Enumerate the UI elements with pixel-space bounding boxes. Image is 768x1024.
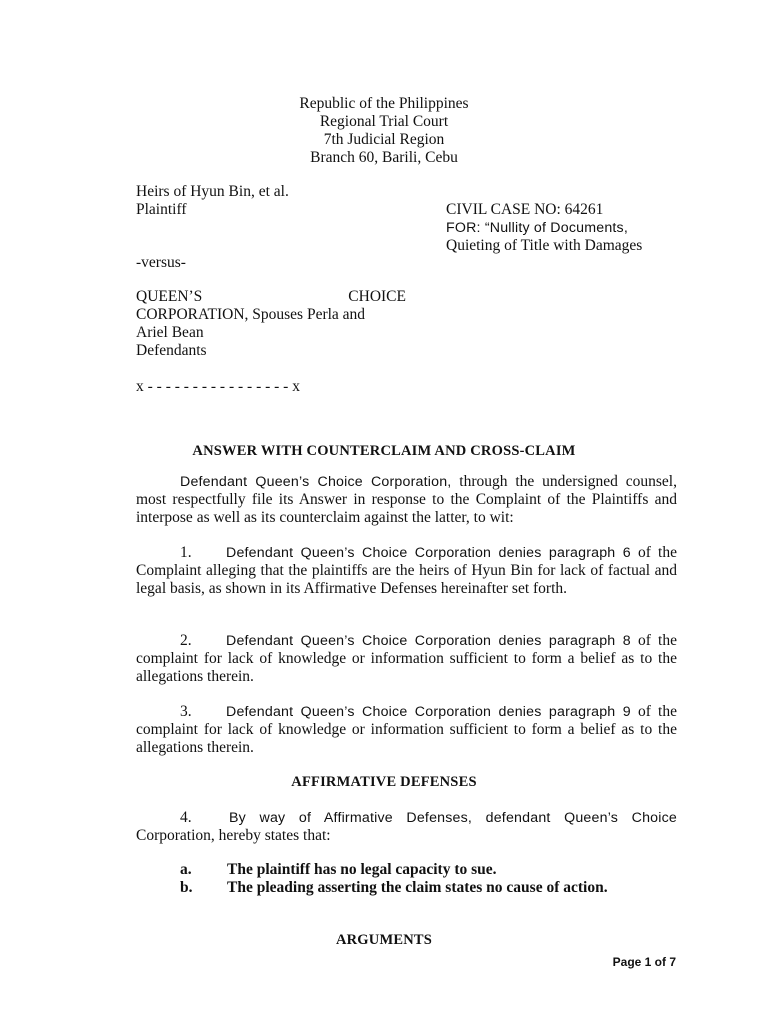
defendants-line1-b: CHOICE [348, 288, 406, 305]
intro-paragraph [136, 473, 677, 527]
list-item [180, 861, 608, 879]
defendants-line1-a: QUEEN’S [136, 288, 203, 305]
paragraph-4-number: 4. [180, 809, 192, 826]
paragraph-4-lead: By way of Affirmative Defenses, defendant Queen’s Choice [229, 810, 677, 826]
case-for-line1: FOR: “Nullity of Documents, [446, 220, 628, 236]
versus-label: -versus- [136, 254, 186, 271]
affirmative-defense-list [180, 861, 608, 897]
page-number: Page 1 of 7 [612, 955, 676, 969]
paragraph-1-number: 1. [180, 544, 192, 561]
list-item-letter: b. [180, 879, 193, 896]
court-line-branch: Branch 60, Barili, Cebu [310, 149, 458, 166]
intro-lead: Defendant Queen’s Choice Corporation, [180, 474, 452, 490]
affirmative-defenses-heading: AFFIRMATIVE DEFENSES [291, 774, 477, 790]
paragraph-3-rest: of the complaint for lack of knowledge or information sufficient to form a belief as to the allegations therein. [136, 703, 677, 756]
paragraph-1 [136, 544, 677, 598]
paragraph-1-rest: of the Complaint alleging that the plaintiffs are the heirs of Hyun Bin for lack of factual and legal basis, as shown in its Affirmative Defenses hereinafter set forth. [136, 544, 677, 597]
paragraph-3 [136, 703, 677, 757]
paragraph-1-lead: Defendant Queen’s Choice Corporation denies paragraph 6 [226, 545, 631, 561]
paragraph-3-number: 3. [180, 703, 192, 720]
case-number: CIVIL CASE NO: 64261 [446, 201, 604, 218]
court-line-rtc: Regional Trial Court [319, 113, 449, 130]
case-for-line2: Quieting of Title with Damages [446, 237, 643, 254]
paragraph-4-rest: Corporation, hereby states that: [136, 827, 331, 844]
court-line-republic: Republic of the Philippines [299, 95, 469, 112]
paragraph-2-rest: of the complaint for lack of knowledge or information sufficient to form a belief as to the allegations therein. [136, 632, 677, 685]
paragraph-3-lead: Defendant Queen’s Choice Corporation denies paragraph 9 [226, 704, 631, 720]
court-line-region: 7th Judicial Region [323, 131, 445, 148]
plaintiff-block [136, 183, 289, 219]
defendants-role: Defendants [136, 342, 207, 359]
paragraph-2-number: 2. [180, 632, 192, 649]
paragraph-2-lead: Defendant Queen’s Choice Corporation denies paragraph 8 [226, 633, 631, 649]
court-header [0, 95, 768, 167]
arguments-heading: ARGUMENTS [335, 932, 433, 948]
list-item-text: The plaintiff has no legal capacity to sue. [227, 861, 497, 878]
plaintiff-role: Plaintiff [136, 201, 187, 218]
plaintiff-name: Heirs of Hyun Bin, et al. [136, 183, 289, 200]
defendants-block [136, 306, 365, 360]
defendants-line2: CORPORATION, Spouses Perla and [136, 306, 366, 323]
defendants-line1 [136, 288, 406, 306]
intro-rest: through the undersigned counsel, most respectfully file its Answer in response to the Complaint of the Plaintiffs and interpose as well as its counterclaim against the latter, to wit: [136, 473, 677, 526]
list-item-letter: a. [180, 861, 192, 878]
list-item-text: The pleading asserting the claim states no cause of action. [227, 879, 608, 896]
caption-separator: x - - - - - - - - - - - - - - - - x [136, 378, 300, 395]
defendants-line3: Ariel Bean [136, 324, 204, 341]
case-info [446, 201, 642, 255]
list-item [180, 879, 608, 897]
paragraph-2 [136, 632, 677, 686]
paragraph-4 [136, 809, 677, 845]
document-title: ANSWER WITH COUNTERCLAIM AND CROSS-CLAIM [192, 443, 576, 459]
